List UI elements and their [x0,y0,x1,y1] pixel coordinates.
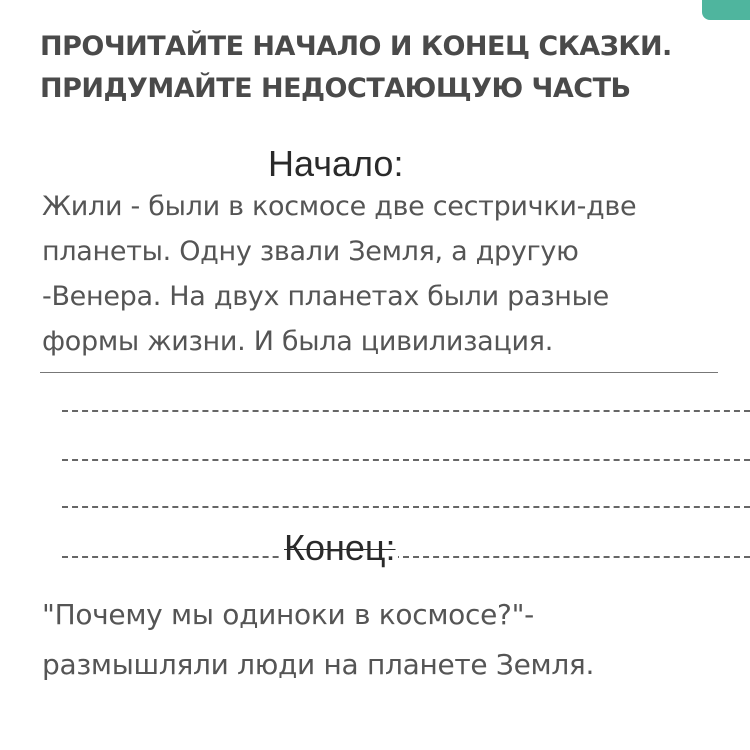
answer-line-dashed [62,556,750,558]
task-title [40,26,672,110]
beginning-line: Жили - были в космосе две сестрички-две [42,191,637,222]
corner-tab [702,0,750,20]
answer-line-dashed [62,410,750,412]
answer-line-dashed [62,459,750,461]
task-title-line-2: ПРИДУМАЙТЕ НЕДОСТАЮЩУЮ ЧАСТЬ [40,73,631,104]
answer-line-solid [40,372,718,373]
answer-line-dashed [62,506,750,508]
beginning-line: формы жизни. И была цивилизация. [42,326,553,357]
ending-text [42,590,594,690]
ending-line: "Почему мы одиноки в космосе?"- [42,598,534,631]
ending-label: Конец: [284,527,396,568]
task-title-line-1: ПРОЧИТАЙТЕ НАЧАЛО И КОНЕЦ СКАЗКИ. [40,31,672,62]
beginning-label: Начало: [268,143,404,184]
beginning-text [42,184,636,364]
ending-line: размышляли люди на планете Земля. [42,648,595,681]
beginning-line: -Венера. На двух планетах были разные [42,281,609,312]
beginning-line: планеты. Одну звали Земля, а другую [42,236,579,267]
